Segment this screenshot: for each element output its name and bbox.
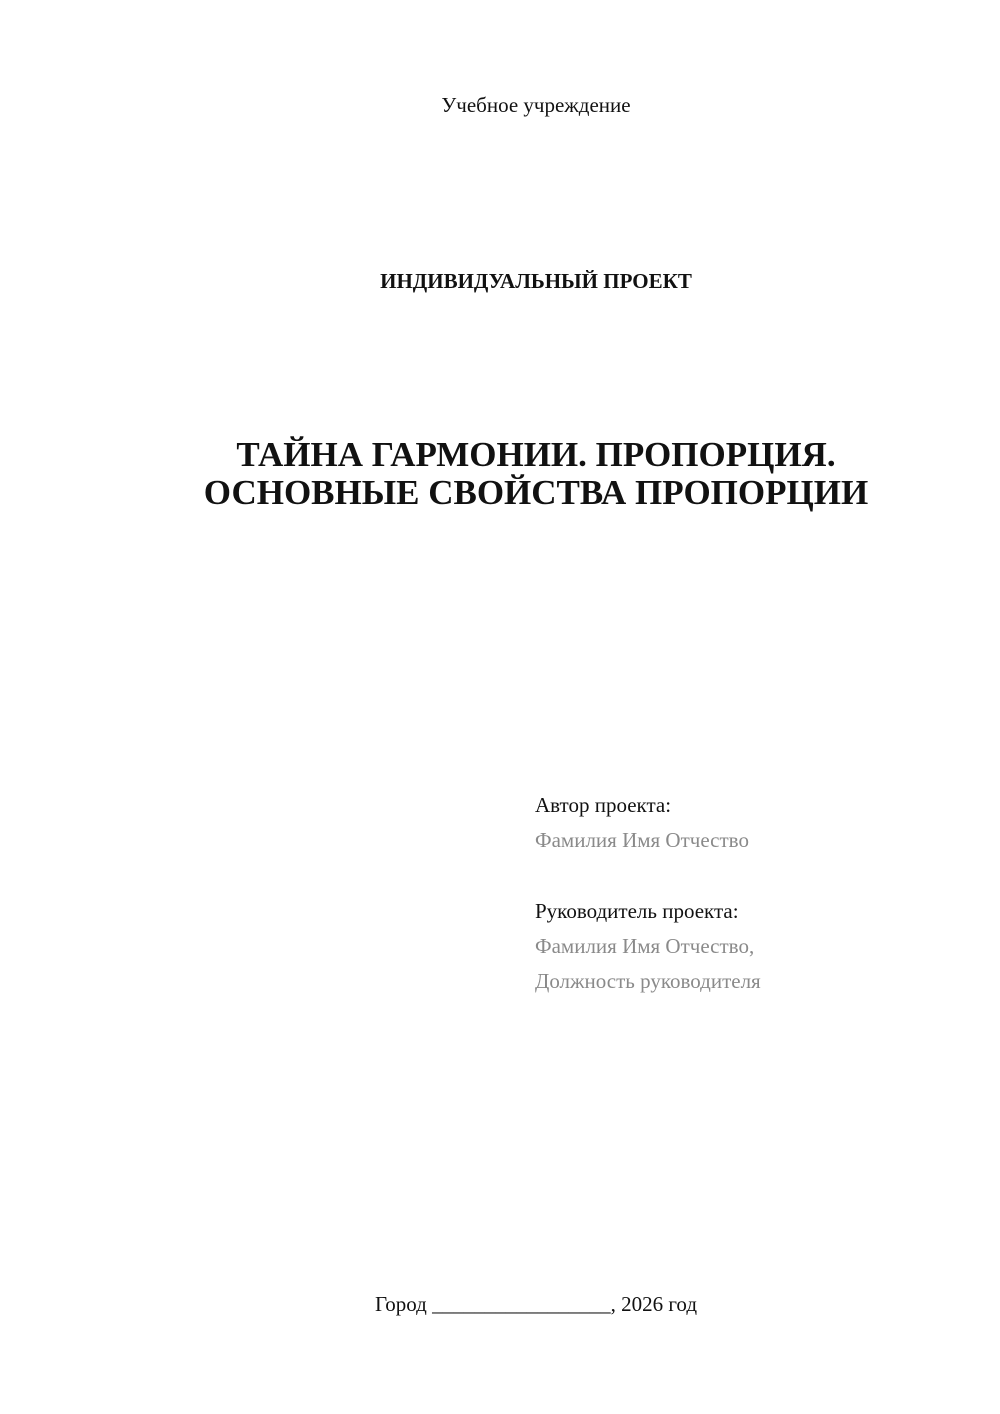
supervisor-position: Должность руководителя (535, 969, 761, 993)
credits-spacer (535, 858, 975, 894)
author-name: Фамилия Имя Отчество (535, 828, 749, 852)
project-title-line-1: ТАЙНА ГАРМОНИИ. ПРОПОРЦИЯ. (236, 435, 836, 474)
supervisor-name: Фамилия Имя Отчество, (535, 934, 755, 958)
city-year-line: Город _________________, 2026 год (374, 1292, 698, 1316)
project-title-line-2: ОСНОВНЫЕ СВОЙСТВА ПРОПОРЦИИ (203, 473, 869, 512)
document-type-heading: ИНДИВИДУАЛЬНЫЙ ПРОЕКТ (380, 269, 692, 293)
institution-name: Учебное учреждение (441, 93, 631, 117)
supervisor-label: Руководитель проекта: (535, 899, 739, 923)
author-label: Автор проекта: (535, 793, 672, 817)
project-title (0, 436, 1000, 512)
project-credits (535, 788, 975, 999)
